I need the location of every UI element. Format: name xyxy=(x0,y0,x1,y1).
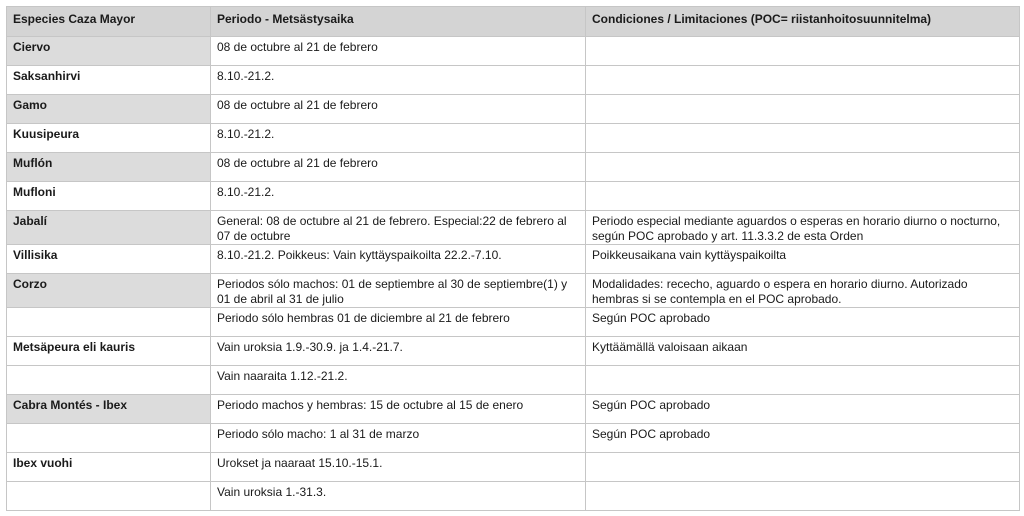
conditions-cell: Modalidades: rececho, aguardo o espera en horario diurno. Autorizado hembras si se contempla en el POC aprobado. xyxy=(586,274,1020,308)
species-cell: Gamo xyxy=(7,95,211,124)
table-row xyxy=(7,182,1020,211)
conditions-cell xyxy=(586,153,1020,182)
table-row xyxy=(7,274,1020,308)
table-row xyxy=(7,482,1020,511)
period-cell: 08 de octubre al 21 de febrero xyxy=(211,37,586,66)
species-cell: Metsäpeura eli kauris xyxy=(7,337,211,366)
species-cell: Jabalí xyxy=(7,211,211,245)
header-row xyxy=(7,7,1020,37)
period-cell: Periodos sólo machos: 01 de septiembre al 30 de septiembre(1) y 01 de abril al 31 de julio xyxy=(211,274,586,308)
conditions-cell: Periodo especial mediante aguardos o esperas en horario diurno o nocturno, según POC aprobado y art. 11.3.3.2 de esta Orden xyxy=(586,211,1020,245)
table-row xyxy=(7,366,1020,395)
species-cell: Kuusipeura xyxy=(7,124,211,153)
table-row xyxy=(7,95,1020,124)
species-cell xyxy=(7,424,211,453)
species-cell xyxy=(7,308,211,337)
species-cell: Saksanhirvi xyxy=(7,66,211,95)
period-cell: Periodo machos y hembras: 15 de octubre al 15 de enero xyxy=(211,395,586,424)
header-conditions: Condiciones / Limitaciones (POC= riistanhoitosuunnitelma) xyxy=(586,7,1020,37)
period-cell: Vain naaraita 1.12.-21.2. xyxy=(211,366,586,395)
period-cell: General: 08 de octubre al 21 de febrero. Especial:22 de febrero al 07 de octubre xyxy=(211,211,586,245)
table-row xyxy=(7,124,1020,153)
table-row xyxy=(7,211,1020,245)
conditions-cell xyxy=(586,366,1020,395)
conditions-cell: Según POC aprobado xyxy=(586,395,1020,424)
conditions-cell xyxy=(586,124,1020,153)
species-cell: Villisika xyxy=(7,245,211,274)
conditions-cell xyxy=(586,95,1020,124)
conditions-cell xyxy=(586,66,1020,95)
period-cell: Periodo sólo macho: 1 al 31 de marzo xyxy=(211,424,586,453)
hunting-seasons-table xyxy=(6,6,1020,511)
header-species: Especies Caza Mayor xyxy=(7,7,211,37)
conditions-cell: Poikkeusaikana vain kyttäyspaikoilta xyxy=(586,245,1020,274)
table-row xyxy=(7,424,1020,453)
table-row xyxy=(7,37,1020,66)
period-cell: Vain uroksia 1.9.-30.9. ja 1.4.-21.7. xyxy=(211,337,586,366)
conditions-cell: Según POC aprobado xyxy=(586,424,1020,453)
table-row xyxy=(7,453,1020,482)
species-cell: Mufloni xyxy=(7,182,211,211)
table-row xyxy=(7,395,1020,424)
conditions-cell xyxy=(586,37,1020,66)
period-cell: 08 de octubre al 21 de febrero xyxy=(211,153,586,182)
period-cell: 8.10.-21.2. xyxy=(211,124,586,153)
species-cell xyxy=(7,366,211,395)
table-row xyxy=(7,337,1020,366)
period-cell: Vain uroksia 1.-31.3. xyxy=(211,482,586,511)
period-cell: 8.10.-21.2. xyxy=(211,182,586,211)
conditions-cell xyxy=(586,482,1020,511)
period-cell: Periodo sólo hembras 01 de diciembre al 21 de febrero xyxy=(211,308,586,337)
species-cell: Ciervo xyxy=(7,37,211,66)
period-cell: Urokset ja naaraat 15.10.-15.1. xyxy=(211,453,586,482)
conditions-cell xyxy=(586,182,1020,211)
table-row xyxy=(7,308,1020,337)
table-row xyxy=(7,66,1020,95)
table-row xyxy=(7,153,1020,182)
species-cell: Muflón xyxy=(7,153,211,182)
species-cell: Corzo xyxy=(7,274,211,308)
header-period: Periodo - Metsästysaika xyxy=(211,7,586,37)
period-cell: 8.10.-21.2. xyxy=(211,66,586,95)
species-cell: Ibex vuohi xyxy=(7,453,211,482)
period-cell: 8.10.-21.2. Poikkeus: Vain kyttäyspaikoilta 22.2.-7.10. xyxy=(211,245,586,274)
conditions-cell: Kyttäämällä valoisaan aikaan xyxy=(586,337,1020,366)
period-cell: 08 de octubre al 21 de febrero xyxy=(211,95,586,124)
table-row xyxy=(7,245,1020,274)
species-cell: Cabra Montés - Ibex xyxy=(7,395,211,424)
conditions-cell xyxy=(586,453,1020,482)
conditions-cell: Según POC aprobado xyxy=(586,308,1020,337)
species-cell xyxy=(7,482,211,511)
